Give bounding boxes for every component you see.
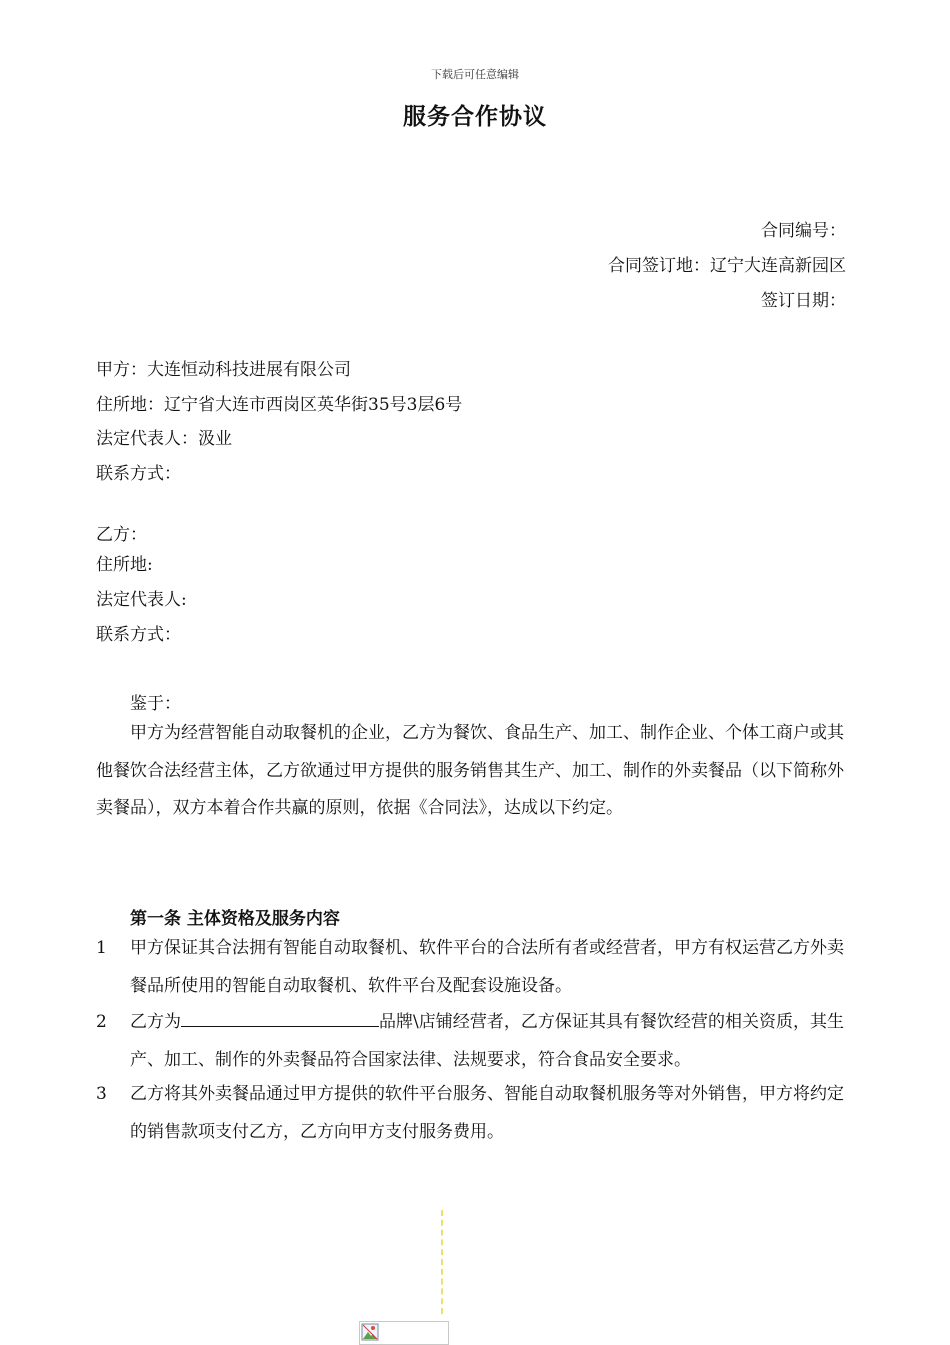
contract-signing-date-label: 签订日期： <box>761 291 846 311</box>
document-title: 服务合作协议 <box>403 103 547 130</box>
item-text-after-blank: 品牌\店铺经营者，乙方保证其具有餐饮经营的相关资质，其生产、加工、制作的外卖餐品符合国家法律、法规要求，符合食品安全要求。 <box>130 1012 844 1070</box>
preamble-body: 甲方为经营智能自动取餐机的企业，乙方为餐饮、食品生产、加工、制作企业、个体工商户或其他餐饮合法经营主体，乙方欲通过甲方提供的服务销售其生产、加工、制作的外卖餐品（以下简称外卖餐品），双方本着合作共赢的原则，依据《合同法》，达成以下约定。 <box>96 723 844 818</box>
contract-number-label: 合同编号： <box>761 221 846 241</box>
party-a-name: 甲方：大连恒动科技进展有限公司 <box>96 360 351 380</box>
preamble-heading: 鉴于： <box>130 694 181 714</box>
party-b-contact: 联系方式： <box>96 625 181 645</box>
party-b-address: 住所地: <box>96 555 153 575</box>
item-number: 2 <box>96 1012 107 1032</box>
page-break-marker <box>441 1210 443 1314</box>
party-b-representative: 法定代表人: <box>96 590 187 610</box>
item-text <box>130 1004 844 1079</box>
party-a-address: 住所地：辽宁省大连市西岗区英华街35号3层6号 <box>96 395 463 415</box>
item-text-before-blank: 乙方为 <box>130 1012 182 1032</box>
party-a-representative: 法定代表人：汲业 <box>96 429 232 449</box>
item-text: 甲方保证其合法拥有智能自动取餐机、软件平台的合法所有者或经营者，甲方有权运营乙方外卖餐品所使用的智能自动取餐机、软件平台及配套设施设备。 <box>130 938 844 996</box>
brand-blank-field[interactable] <box>181 1012 379 1027</box>
party-a-contact: 联系方式： <box>96 464 181 484</box>
item-number: 1 <box>96 938 107 958</box>
article-1-heading: 第一条 主体资格及服务内容 <box>130 909 340 929</box>
broken-image-placeholder <box>359 1321 449 1345</box>
contract-signing-place: 合同签订地：辽宁大连高新园区 <box>608 256 846 276</box>
watermark-text: 下载后可任意编辑 <box>431 68 519 81</box>
party-b-name: 乙方： <box>96 525 147 545</box>
item-number: 3 <box>96 1084 107 1104</box>
item-text: 乙方将其外卖餐品通过甲方提供的软件平台服务、智能自动取餐机服务等对外销售，甲方将约定的销售款项支付乙方，乙方向甲方支付服务费用。 <box>130 1084 844 1142</box>
broken-image-icon <box>361 1323 379 1341</box>
